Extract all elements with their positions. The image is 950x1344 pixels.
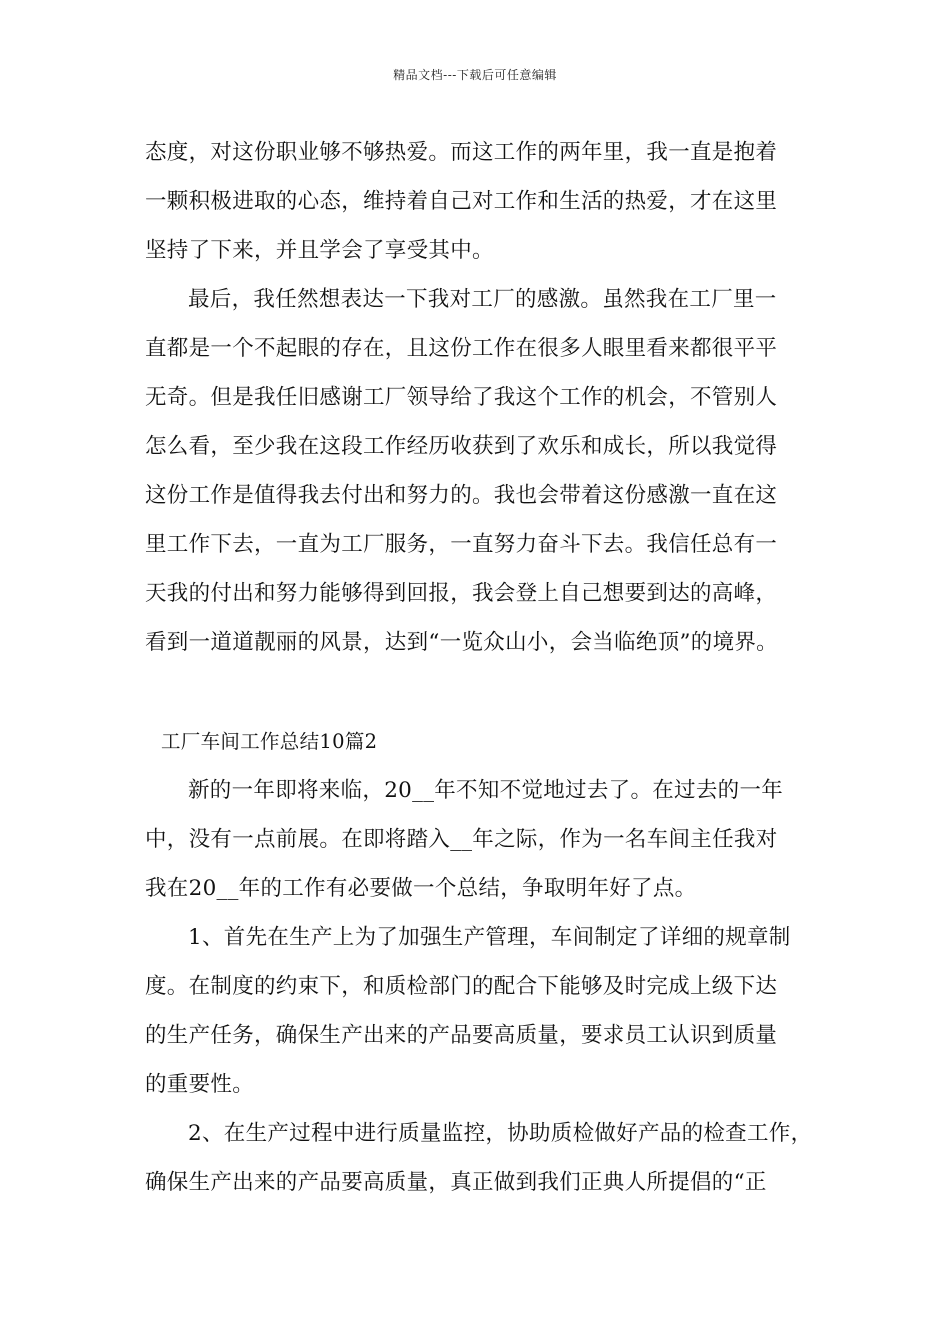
text-line: 中，没有一点前展。在即将踏入__年之际，作为一名车间主任我对 <box>145 827 778 852</box>
text-line: 的生产任务，确保生产出来的产品要高质量，要求员工认识到质量 <box>145 1023 778 1048</box>
text-line: 的重要性。 <box>145 1072 255 1097</box>
text-line: 度。在制度的约束下，和质检部门的配合下能够及时完成上级下达 <box>145 974 778 999</box>
paragraph-4 <box>145 913 835 1109</box>
paragraph-3 <box>145 766 835 913</box>
paragraph-2 <box>145 275 835 667</box>
text-line: 天我的付出和努力能够得到回报，我会登上自己想要到达的高峰， <box>145 581 778 606</box>
text-line: 看到一道道靓丽的风景，达到“一览众山小，会当临绝顶”的境界。 <box>145 630 778 655</box>
text-line: 我在20__年的工作有必要做一个总结，争取明年好了点。 <box>145 876 697 901</box>
text-line: 里工作下去，一直为工厂服务，一直努力奋斗下去。我信任总有一 <box>145 532 778 557</box>
text-line: 2、在生产过程中进行质量监控，协助质检做好产品的检查工作， <box>188 1121 813 1146</box>
text-line: 直都是一个不起眼的存在，且这份工作在很多人眼里看来都很平平 <box>145 336 778 361</box>
text-line: 1、首先在生产上为了加强生产管理，车间制定了详细的规章制 <box>188 925 791 950</box>
page-header: 精品文档---下载后可任意编辑 <box>393 68 557 82</box>
text-line: 无奇。但是我任旧感谢工厂领导给了我这个工作的机会，不管别人 <box>145 385 778 410</box>
text-line: 一颗积极进取的心态，维持着自己对工作和生活的热爱，才在这里 <box>145 189 778 214</box>
text-line: 确保生产出来的产品要高质量，真正做到我们正典人所提倡的“正 <box>145 1170 767 1195</box>
text-line: 新的一年即将来临，20__年不知不觉地过去了。在过去的一年 <box>188 778 784 803</box>
text-line: 怎么看，至少我在这段工作经历收获到了欢乐和成长，所以我觉得 <box>145 434 778 459</box>
section-spacer <box>145 667 835 717</box>
text-line: 这份工作是值得我去付出和努力的。我也会带着这份感激一直在这 <box>145 483 778 508</box>
section-title: 工厂车间工作总结10篇2 <box>161 730 378 753</box>
text-line: 坚持了下来，并且学会了享受其中。 <box>145 238 494 263</box>
paragraph-5 <box>145 1109 835 1207</box>
text-line: 最后，我任然想表达一下我对工厂的感激。虽然我在工厂里一 <box>188 287 777 312</box>
text-line: 态度，对这份职业够不够热爱。而这工作的两年里，我一直是抱着 <box>145 140 778 165</box>
document-body <box>145 128 835 1207</box>
paragraph-1 <box>145 128 835 275</box>
